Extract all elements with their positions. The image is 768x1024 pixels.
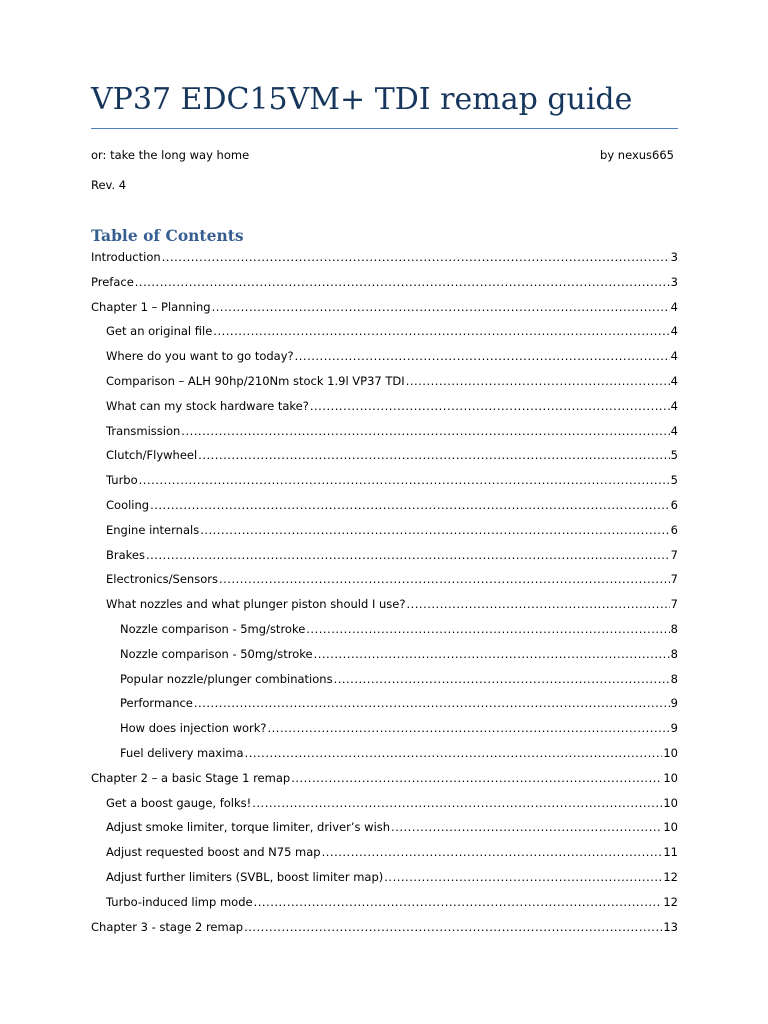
toc-entry[interactable]: [91, 645, 678, 670]
toc-entry[interactable]: [91, 422, 678, 447]
toc-page-number[interactable]: 10: [663, 770, 678, 785]
toc-entry-title[interactable]: Get a boost gauge, folks!: [106, 795, 252, 810]
toc-page-number[interactable]: 11: [663, 845, 678, 860]
toc-entry-title[interactable]: Where do you want to go today?: [106, 349, 294, 364]
toc-entry[interactable]: [91, 248, 678, 273]
toc-page-number[interactable]: 12: [663, 894, 678, 909]
toc-entry-title[interactable]: Chapter 3 - stage 2 remap: [91, 919, 244, 934]
toc-dot-leader: [268, 719, 670, 737]
toc-dot-leader: [254, 893, 663, 911]
toc-page-number[interactable]: 4: [670, 324, 678, 339]
toc-page-number[interactable]: 6: [670, 497, 678, 512]
toc-page-number[interactable]: 7: [670, 572, 678, 587]
toc-dot-leader: [200, 521, 669, 539]
toc-entry-title[interactable]: Nozzle comparison - 5mg/stroke: [120, 621, 306, 636]
toc-entry[interactable]: [91, 372, 678, 397]
toc-entry-title[interactable]: Fuel delivery maxima: [120, 745, 244, 760]
toc-page-number[interactable]: 8: [670, 621, 678, 636]
toc-dot-leader: [291, 769, 662, 787]
document-author: by nexus665: [600, 148, 674, 162]
toc-dot-leader: [213, 322, 669, 340]
toc-dot-leader: [150, 496, 670, 514]
toc-dot-leader: [406, 372, 670, 390]
toc-page-number[interactable]: 8: [670, 646, 678, 661]
toc-dot-leader: [245, 744, 663, 762]
toc-entry[interactable]: [91, 595, 678, 620]
toc-entry-title[interactable]: Nozzle comparison - 50mg/stroke: [120, 646, 313, 661]
toc-entry-title[interactable]: Brakes: [106, 547, 145, 562]
toc-page-number[interactable]: 7: [670, 547, 678, 562]
toc-entry[interactable]: [91, 918, 678, 943]
toc-entry[interactable]: [91, 496, 678, 521]
toc-dot-leader: [384, 868, 662, 886]
toc-dot-leader: [146, 546, 670, 564]
title-divider: [91, 128, 678, 129]
toc-entry[interactable]: [91, 744, 678, 769]
toc-entry[interactable]: [91, 570, 678, 595]
toc-entry-title[interactable]: Chapter 2 – a basic Stage 1 remap: [91, 770, 291, 785]
toc-entry-title[interactable]: What nozzles and what plunger piston should I use?: [106, 597, 406, 612]
toc-page-number[interactable]: 4: [670, 349, 678, 364]
toc-entry[interactable]: [91, 347, 678, 372]
toc-page-number[interactable]: 3: [670, 274, 678, 289]
toc-page-number[interactable]: 13: [663, 919, 678, 934]
toc-entry[interactable]: [91, 818, 678, 843]
toc-page-number[interactable]: 10: [663, 795, 678, 810]
toc-entry[interactable]: [91, 670, 678, 695]
toc-entry[interactable]: [91, 397, 678, 422]
document-title: VP37 EDC15VM+ TDI remap guide: [91, 82, 633, 117]
toc-page-number[interactable]: 5: [670, 473, 678, 488]
toc-heading: Table of Contents: [91, 226, 244, 245]
document-revision: Rev. 4: [91, 178, 127, 192]
toc-dot-leader: [406, 595, 669, 613]
toc-entry[interactable]: [91, 694, 678, 719]
toc-entry-title[interactable]: Comparison – ALH 90hp/210Nm stock 1.9l VP37 TDI: [106, 373, 405, 388]
toc-page-number[interactable]: 6: [670, 522, 678, 537]
toc-entry-title[interactable]: Engine internals: [106, 522, 200, 537]
toc-page-number[interactable]: 12: [663, 869, 678, 884]
toc-entry[interactable]: [91, 298, 678, 323]
toc-entry-title[interactable]: What can my stock hardware take?: [106, 398, 309, 413]
toc-page-number[interactable]: 8: [670, 671, 678, 686]
toc-entry-title[interactable]: Adjust requested boost and N75 map: [106, 845, 321, 860]
toc-dot-leader: [322, 843, 663, 861]
toc-entry-title[interactable]: Transmission: [106, 423, 181, 438]
toc-page-number[interactable]: 7: [670, 597, 678, 612]
toc-entry-title[interactable]: Turbo: [106, 473, 138, 488]
toc-entry[interactable]: [91, 521, 678, 546]
toc-dot-leader: [252, 794, 662, 812]
toc-dot-leader: [306, 620, 669, 638]
toc-page-number[interactable]: 4: [670, 398, 678, 413]
toc-entry[interactable]: [91, 471, 678, 496]
toc-entry-title[interactable]: Turbo-induced limp mode: [106, 894, 253, 909]
toc-dot-leader: [334, 670, 670, 688]
toc-dot-leader: [314, 645, 670, 663]
toc-entry-title[interactable]: Electronics/Sensors: [106, 572, 218, 587]
document-subtitle: or: take the long way home: [91, 148, 250, 162]
toc-dot-leader: [162, 248, 670, 266]
toc-dot-leader: [139, 471, 670, 489]
toc-dot-leader: [135, 273, 670, 291]
toc-entry[interactable]: [91, 546, 678, 571]
toc-entry-title[interactable]: Clutch/Flywheel: [106, 448, 198, 463]
toc-entry[interactable]: [91, 794, 678, 819]
toc-dot-leader: [244, 918, 662, 936]
toc-page-number[interactable]: 9: [670, 721, 678, 736]
toc-entry[interactable]: [91, 322, 678, 347]
toc-entry-title[interactable]: Get an original file: [106, 324, 213, 339]
toc-entry-title[interactable]: Chapter 1 – Planning: [91, 299, 211, 314]
toc-entry[interactable]: [91, 868, 678, 893]
toc-entry[interactable]: [91, 769, 678, 794]
toc-entry-title[interactable]: Adjust further limiters (SVBL, boost limiter map): [106, 869, 384, 884]
toc-page-number[interactable]: 3: [670, 250, 678, 264]
toc-dot-leader: [198, 446, 670, 464]
toc-entry-title[interactable]: Popular nozzle/plunger combinations: [120, 671, 333, 686]
toc-entry[interactable]: [91, 843, 678, 868]
toc-entry-title[interactable]: Performance: [120, 696, 193, 711]
toc-page-number[interactable]: 4: [670, 423, 678, 438]
toc-dot-leader: [181, 422, 669, 440]
toc-dot-leader: [295, 347, 670, 365]
toc-page-number[interactable]: 9: [670, 696, 678, 711]
toc-entry-title[interactable]: How does injection work?: [120, 721, 267, 736]
toc-dot-leader: [194, 694, 670, 712]
toc-page-number[interactable]: 4: [670, 373, 678, 388]
toc-entry-title[interactable]: Preface: [91, 274, 134, 289]
toc-dot-leader: [391, 818, 662, 836]
toc-entry-title[interactable]: Introduction: [91, 250, 161, 264]
toc-page-number[interactable]: 10: [663, 820, 678, 835]
toc-entry[interactable]: [91, 719, 678, 744]
toc-page-number[interactable]: 10: [663, 745, 678, 760]
toc-entry[interactable]: [91, 893, 678, 918]
table-of-contents: [91, 248, 678, 942]
toc-entry[interactable]: [91, 620, 678, 645]
toc-dot-leader: [310, 397, 670, 415]
toc-entry[interactable]: [91, 273, 678, 298]
toc-page-number[interactable]: 4: [670, 299, 678, 314]
toc-entry-title[interactable]: Cooling: [106, 497, 150, 512]
toc-dot-leader: [219, 570, 670, 588]
toc-page-number[interactable]: 5: [670, 448, 678, 463]
toc-entry-title[interactable]: Adjust smoke limiter, torque limiter, driver’s wish: [106, 820, 391, 835]
toc-entry[interactable]: [91, 446, 678, 471]
toc-dot-leader: [212, 298, 670, 316]
